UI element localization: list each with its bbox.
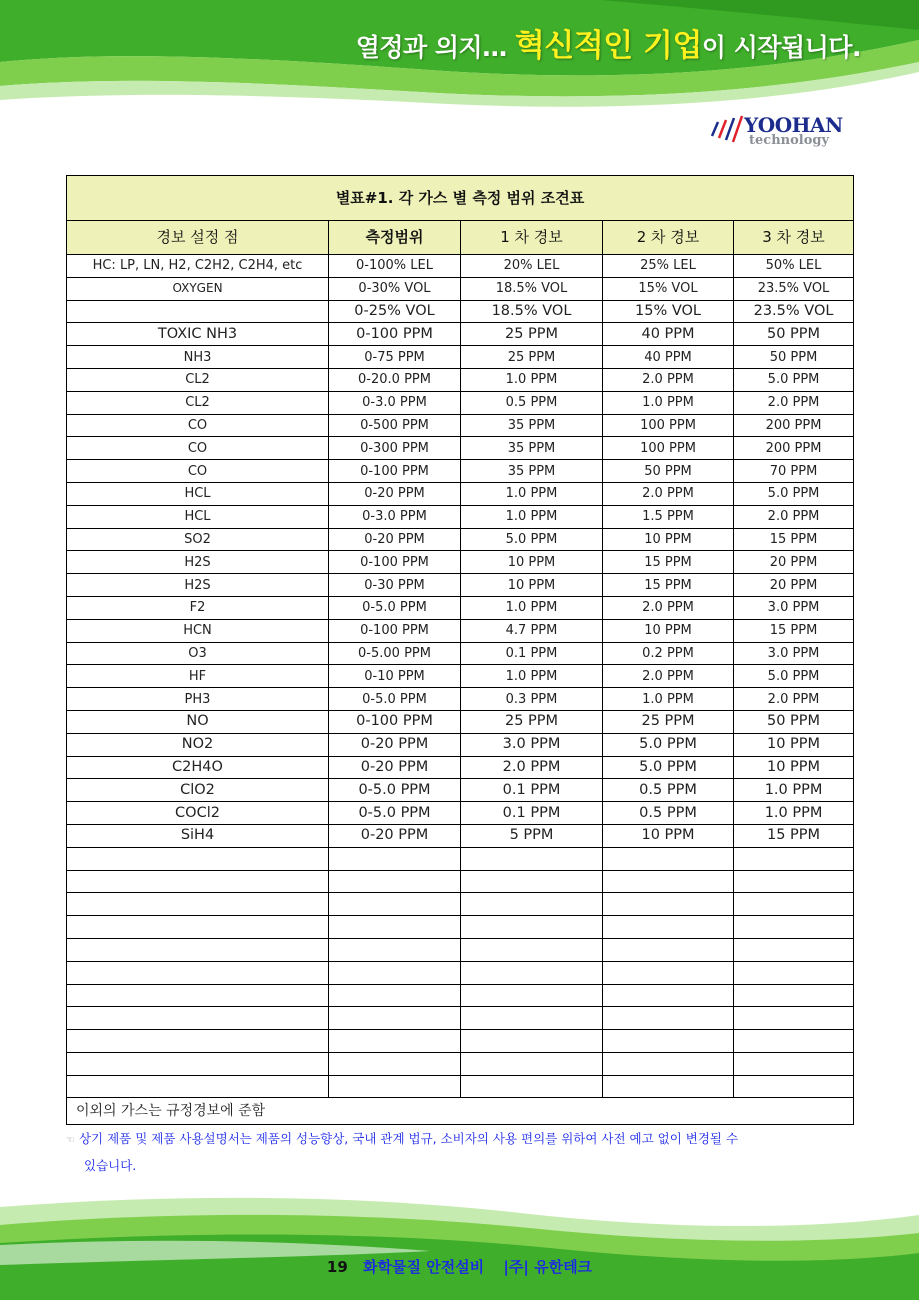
- table-cell-empty: [603, 1052, 734, 1075]
- table-row: [67, 505, 854, 528]
- table-cell: PH3: [67, 688, 329, 711]
- table-cell: 100 PPM: [603, 414, 734, 437]
- table-cell: 2.0 PPM: [734, 391, 854, 414]
- table-cell: 23.5% VOL: [734, 277, 854, 300]
- table-cell: 0-5.00 PPM: [329, 642, 461, 665]
- table-cell: ClO2: [67, 779, 329, 802]
- header-alarm-2: 2 차 경보: [603, 221, 734, 255]
- table-cell: 20 PPM: [734, 551, 854, 574]
- header-alarm-point: 경보 설정 점: [67, 221, 329, 255]
- table-row: [67, 824, 854, 847]
- table-footnote-row: [67, 1098, 854, 1125]
- table-cell: 1.0 PPM: [461, 596, 603, 619]
- table-cell: 1.0 PPM: [734, 802, 854, 825]
- table-cell: F2: [67, 596, 329, 619]
- footer-bar: [0, 1256, 919, 1277]
- table-cell: CL2: [67, 391, 329, 414]
- table-cell: 5.0 PPM: [734, 665, 854, 688]
- table-cell: O3: [67, 642, 329, 665]
- table-row: [67, 551, 854, 574]
- table-cell: 0-75 PPM: [329, 346, 461, 369]
- table-cell: 35 PPM: [461, 437, 603, 460]
- table-cell: 15 PPM: [603, 551, 734, 574]
- table-cell: 2.0 PPM: [734, 688, 854, 711]
- table-cell: 0-3.0 PPM: [329, 391, 461, 414]
- table-cell: CO: [67, 414, 329, 437]
- table-cell: NH3: [67, 346, 329, 369]
- table-cell: 70 PPM: [734, 460, 854, 483]
- table-cell-empty: [603, 916, 734, 939]
- table-cell-empty: [461, 1030, 603, 1053]
- table-cell: 10 PPM: [603, 824, 734, 847]
- table-row-empty: [67, 1075, 854, 1098]
- table-cell-empty: [329, 938, 461, 961]
- table-cell: 25 PPM: [603, 710, 734, 733]
- table-row: [67, 574, 854, 597]
- table-cell: 0-5.0 PPM: [329, 688, 461, 711]
- table-cell: 3.0 PPM: [734, 596, 854, 619]
- table-cell-empty: [603, 847, 734, 870]
- table-cell: 0.1 PPM: [461, 642, 603, 665]
- table-cell: 0-100 PPM: [329, 551, 461, 574]
- gas-range-table: [66, 175, 854, 1125]
- table-cell-empty: [461, 1075, 603, 1098]
- table-cell-empty: [67, 984, 329, 1007]
- notice-text: ☜ 상기 제품 및 제품 사용설명서는 제품의 성능향상, 국내 관계 법규, 소비자의 사용 편의를 위하여 사전 예고 없이 변경될 수 있습니다.: [66, 1131, 739, 1173]
- table-cell: 0-20 PPM: [329, 528, 461, 551]
- table-cell: 25% LEL: [603, 255, 734, 278]
- table-cell-empty: [603, 1075, 734, 1098]
- table-cell-empty: [329, 893, 461, 916]
- table-cell: 10 PPM: [603, 528, 734, 551]
- table-cell: 0-20 PPM: [329, 482, 461, 505]
- table-row: [67, 482, 854, 505]
- table-cell: 4.7 PPM: [461, 619, 603, 642]
- table-cell: OXYGEN: [67, 277, 329, 300]
- footer-wave-graphic: [0, 1185, 919, 1300]
- table-cell-empty: [329, 984, 461, 1007]
- table-cell: 5 PPM: [461, 824, 603, 847]
- table-cell-empty: [734, 1030, 854, 1053]
- table-cell: 0-100 PPM: [329, 460, 461, 483]
- table-row: [67, 437, 854, 460]
- table-cell: HF: [67, 665, 329, 688]
- table-cell: 20% LEL: [461, 255, 603, 278]
- table-cell: NO2: [67, 733, 329, 756]
- table-cell-empty: [461, 961, 603, 984]
- table-row-empty: [67, 847, 854, 870]
- table-row: [67, 414, 854, 437]
- table-cell: 15 PPM: [734, 619, 854, 642]
- table-cell-empty: [603, 961, 734, 984]
- table-cell: 0.3 PPM: [461, 688, 603, 711]
- header-slogan: 열정과 의지… 혁신적인 기업이 시작됩니다.: [355, 28, 861, 64]
- table-cell: C2H4O: [67, 756, 329, 779]
- table-cell: 0-100 PPM: [329, 323, 461, 346]
- table-cell: 0-20 PPM: [329, 733, 461, 756]
- table-cell: 0-20 PPM: [329, 756, 461, 779]
- table-cell: 5.0 PPM: [461, 528, 603, 551]
- table-row-empty: [67, 870, 854, 893]
- table-cell: 100 PPM: [603, 437, 734, 460]
- table-cell: 5.0 PPM: [603, 756, 734, 779]
- table-cell: 0.5 PPM: [461, 391, 603, 414]
- table-cell: 5.0 PPM: [603, 733, 734, 756]
- table-cell: 40 PPM: [603, 346, 734, 369]
- table-cell: 2.0 PPM: [603, 665, 734, 688]
- table-cell: 0-25% VOL: [329, 300, 461, 323]
- table-cell: 0.5 PPM: [603, 802, 734, 825]
- table-row: [67, 255, 854, 278]
- notice-pointer-icon: ☜: [66, 1135, 75, 1146]
- table-cell: 5.0 PPM: [734, 482, 854, 505]
- table-cell: 1.0 PPM: [603, 688, 734, 711]
- table-cell: 0-500 PPM: [329, 414, 461, 437]
- table-row: [67, 619, 854, 642]
- table-row: [67, 596, 854, 619]
- table-cell-empty: [329, 1030, 461, 1053]
- table-cell-empty: [734, 893, 854, 916]
- table-cell: 0-100 PPM: [329, 710, 461, 733]
- table-cell: SO2: [67, 528, 329, 551]
- table-cell: CO: [67, 437, 329, 460]
- table-cell: 50 PPM: [734, 346, 854, 369]
- company-logo-subtitle: technology: [749, 133, 830, 148]
- table-cell: 18.5% VOL: [461, 300, 603, 323]
- table-cell: 0-300 PPM: [329, 437, 461, 460]
- table-cell-empty: [461, 893, 603, 916]
- table-cell: 1.0 PPM: [461, 368, 603, 391]
- table-cell-empty: [67, 847, 329, 870]
- table-cell: 25 PPM: [461, 323, 603, 346]
- table-row: [67, 368, 854, 391]
- table-cell-empty: [734, 984, 854, 1007]
- table-cell-empty: [329, 847, 461, 870]
- table-cell: [67, 300, 329, 323]
- table-row: [67, 323, 854, 346]
- table-cell: 0-3.0 PPM: [329, 505, 461, 528]
- table-row-empty: [67, 961, 854, 984]
- table-cell-empty: [67, 893, 329, 916]
- table-cell: 15 PPM: [734, 824, 854, 847]
- table-cell-empty: [734, 870, 854, 893]
- table-cell: 15 PPM: [734, 528, 854, 551]
- table-cell-empty: [461, 984, 603, 1007]
- table-cell: 2.0 PPM: [603, 368, 734, 391]
- table-cell: 0.1 PPM: [461, 779, 603, 802]
- table-cell: 0-5.0 PPM: [329, 596, 461, 619]
- table-cell-empty: [603, 893, 734, 916]
- table-row-empty: [67, 984, 854, 1007]
- table-cell: H2S: [67, 551, 329, 574]
- table-cell: 0-100 PPM: [329, 619, 461, 642]
- table-cell: HCN: [67, 619, 329, 642]
- table-cell: 0.1 PPM: [461, 802, 603, 825]
- table-cell-empty: [67, 916, 329, 939]
- table-cell-empty: [734, 961, 854, 984]
- table-header-row: [67, 221, 854, 255]
- table-cell: HCL: [67, 482, 329, 505]
- table-row: [67, 779, 854, 802]
- table-cell-empty: [461, 1007, 603, 1030]
- table-cell-empty: [734, 1075, 854, 1098]
- table-cell-empty: [461, 938, 603, 961]
- table-cell-empty: [67, 1075, 329, 1098]
- table-cell: HC: LP, LN, H2, C2H2, C2H4, etc: [67, 255, 329, 278]
- table-cell: 0.2 PPM: [603, 642, 734, 665]
- table-row: [67, 733, 854, 756]
- table-cell: 2.0 PPM: [603, 482, 734, 505]
- company-logo-name: YOOHAN: [744, 113, 843, 137]
- table-cell-empty: [461, 847, 603, 870]
- table-cell: 0-10 PPM: [329, 665, 461, 688]
- table-row: [67, 756, 854, 779]
- table-cell-empty: [603, 1007, 734, 1030]
- table-cell: 200 PPM: [734, 414, 854, 437]
- table-cell: 0-20 PPM: [329, 824, 461, 847]
- table-row: [67, 460, 854, 483]
- table-cell: 35 PPM: [461, 460, 603, 483]
- table-cell: 50 PPM: [734, 323, 854, 346]
- table-cell: 15% VOL: [603, 277, 734, 300]
- table-cell: 0.5 PPM: [603, 779, 734, 802]
- table-cell: HCL: [67, 505, 329, 528]
- table-cell: TOXIC NH3: [67, 323, 329, 346]
- table-cell-empty: [603, 938, 734, 961]
- table-cell: 3.0 PPM: [461, 733, 603, 756]
- table-cell: 0-20.0 PPM: [329, 368, 461, 391]
- table-cell-empty: [734, 847, 854, 870]
- table-title: 별표#1. 각 가스 별 측정 범위 조견표: [67, 176, 854, 221]
- table-row-empty: [67, 1030, 854, 1053]
- table-cell: 10 PPM: [461, 574, 603, 597]
- table-cell-empty: [734, 938, 854, 961]
- table-cell: 1.0 PPM: [734, 779, 854, 802]
- table-row: [67, 528, 854, 551]
- table-cell-empty: [67, 870, 329, 893]
- table-cell: 50% LEL: [734, 255, 854, 278]
- table-cell-empty: [67, 1007, 329, 1030]
- table-cell: 1.0 PPM: [603, 391, 734, 414]
- table-cell-empty: [603, 1030, 734, 1053]
- table-row: [67, 665, 854, 688]
- table-row: [67, 710, 854, 733]
- table-cell: CL2: [67, 368, 329, 391]
- table-cell-empty: [329, 916, 461, 939]
- table-row: [67, 300, 854, 323]
- table-cell: 3.0 PPM: [734, 642, 854, 665]
- table-cell: 10 PPM: [734, 733, 854, 756]
- table-footnote: 이외의 가스는 규정경보에 준함: [67, 1098, 854, 1125]
- table-cell-empty: [734, 1052, 854, 1075]
- table-cell: 20 PPM: [734, 574, 854, 597]
- table-row: [67, 277, 854, 300]
- table-cell: 50 PPM: [603, 460, 734, 483]
- table-cell: 200 PPM: [734, 437, 854, 460]
- table-cell: 0-30% VOL: [329, 277, 461, 300]
- table-cell-empty: [67, 1052, 329, 1075]
- table-cell: SiH4: [67, 824, 329, 847]
- table-cell: 40 PPM: [603, 323, 734, 346]
- table-cell-empty: [461, 1052, 603, 1075]
- table-cell-empty: [329, 961, 461, 984]
- table-cell: 0-30 PPM: [329, 574, 461, 597]
- table-cell: 23.5% VOL: [734, 300, 854, 323]
- table-cell: 35 PPM: [461, 414, 603, 437]
- table-row: [67, 802, 854, 825]
- table-row-empty: [67, 1052, 854, 1075]
- table-cell: 1.0 PPM: [461, 505, 603, 528]
- table-cell: 0-5.0 PPM: [329, 802, 461, 825]
- table-row-empty: [67, 916, 854, 939]
- table-row-empty: [67, 893, 854, 916]
- table-row: [67, 346, 854, 369]
- table-cell-empty: [603, 870, 734, 893]
- table-cell: 15% VOL: [603, 300, 734, 323]
- table-cell: 2.0 PPM: [603, 596, 734, 619]
- table-cell-empty: [329, 1052, 461, 1075]
- table-row: [67, 642, 854, 665]
- table-cell: H2S: [67, 574, 329, 597]
- table-cell: 25 PPM: [461, 710, 603, 733]
- table-cell-empty: [329, 1007, 461, 1030]
- table-cell: 25 PPM: [461, 346, 603, 369]
- table-cell: 1.5 PPM: [603, 505, 734, 528]
- table-cell: COCl2: [67, 802, 329, 825]
- table-cell-empty: [67, 961, 329, 984]
- table-cell: 18.5% VOL: [461, 277, 603, 300]
- table-row: [67, 391, 854, 414]
- table-cell: 50 PPM: [734, 710, 854, 733]
- table-row-empty: [67, 1007, 854, 1030]
- table-cell-empty: [329, 870, 461, 893]
- table-cell: 1.0 PPM: [461, 482, 603, 505]
- table-cell: 0-100% LEL: [329, 255, 461, 278]
- table-cell: 10 PPM: [461, 551, 603, 574]
- table-cell: CO: [67, 460, 329, 483]
- table-cell-empty: [603, 984, 734, 1007]
- table-cell: 10 PPM: [734, 756, 854, 779]
- table-cell: 2.0 PPM: [461, 756, 603, 779]
- footer-category: 화학물질 안전설비: [363, 1258, 485, 1276]
- table-cell: 1.0 PPM: [461, 665, 603, 688]
- table-row-empty: [67, 938, 854, 961]
- table-cell: NO: [67, 710, 329, 733]
- table-row: [67, 688, 854, 711]
- table-cell: 2.0 PPM: [734, 505, 854, 528]
- footer-company: |주| 유한테크: [503, 1258, 593, 1276]
- header-alarm-1: 1 차 경보: [461, 221, 603, 255]
- table-cell-empty: [734, 916, 854, 939]
- table-cell: 15 PPM: [603, 574, 734, 597]
- header-alarm-3: 3 차 경보: [734, 221, 854, 255]
- header-range: 측정범위: [329, 221, 461, 255]
- table-cell-empty: [329, 1075, 461, 1098]
- table-cell-empty: [734, 1007, 854, 1030]
- table-cell-empty: [461, 916, 603, 939]
- table-cell: 0-5.0 PPM: [329, 779, 461, 802]
- page-number: 19: [326, 1258, 348, 1276]
- table-cell-empty: [461, 870, 603, 893]
- table-cell-empty: [67, 1030, 329, 1053]
- table-cell-empty: [67, 938, 329, 961]
- table-cell: 5.0 PPM: [734, 368, 854, 391]
- table-cell: 10 PPM: [603, 619, 734, 642]
